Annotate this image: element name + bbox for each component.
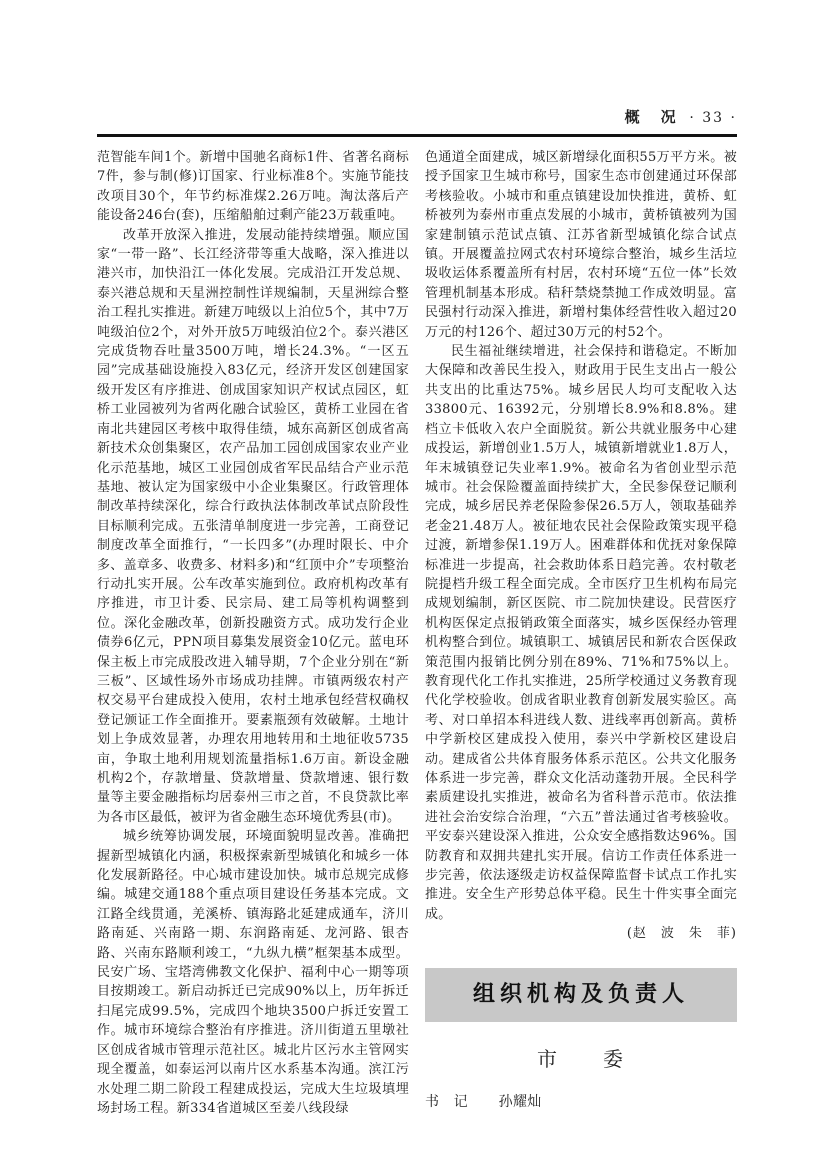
header-section-title: 概 况 — [624, 108, 679, 126]
paragraph-livelihood: 民生福祉继续增进，社会保持和谐稳定。不断加大保障和改善民生投入，财政用于民生支出占一般公共支出的比重达75%。城乡居民人均可支配收入达33800元、16392元，分别增长8.9%和8.8%。建档立卡低收入农户全面脱贫。新公共就业服务中心建成投运，新增创业1.5万人，城镇新增就业1.8万人，年末城镇登记失业率1.9%。被命名为省创业型示范城市。社会保险覆盖面持续扩大，全民参保登记顺利完成，城乡居民养老保险参保26.5万人，领取基础养老金21.48万人。被征地农民社会保险政策实现平稳过渡，新增参保1.19万人。困难群体和优抚对象保障标准进一步提高，社会救助体系日趋完善。农村敬老院提档升级工程全面完成。全市医疗卫生机构布局完成规划编制，新区医院、市二院加快建设。民营医疗机构医保定点报销政策全面落实，城乡医保经办管理机构整合到位。城镇职工、城镇居民和新农合医保政策范围内报销比例分别在89%、71%和75%以上。教育现代化工作扎实推进，25所学校通过义务教育现代化学校验收。创成省职业教育创新发展实验区。高考、对口单招本科进线人数、进线率再创新高。黄桥中学新校区建成投入使用，泰兴中学新校区建设启动。建成省公共体育服务体系示范区。公共文化服务体系进一步完善，群众文化活动蓬勃开展。全民科学素质建设扎实推进，被命名为省科普示范市。依法推进社会治安综合治理，“六五”普法通过省考核验收。平安泰兴建设深入推进，公众安全感指数达96%。国防教育和双拥共建扎实开展。信访工作责任体系进一步完善，依法逐级走访权益保障监督卡试点工作扎实推进。安全生产形势总体平稳。民生十件实事全面完成。 — [425, 344, 737, 922]
author-signature: (赵 波 朱 菲) — [626, 926, 737, 942]
section-banner-title: 组织机构及负责人 — [425, 968, 737, 1022]
paragraph-reform-opening: 改革开放深入推进，发展动能持续增强。顺应国家“一带一路”、长江经济带等重大战略，深入推进以港兴市，加快沿江一体化发展。完成沿江开发总规、泰兴港总规和天星洲控制性详规编制，天星洲综合整治工程扎实推进。新建万吨级以上泊位5个，其中7万吨级泊位2个，对外开放5万吨级泊位2个。泰兴港区完成货物吞吐量3500万吨，增长24.3%。“一区五园”完成基础设施投入83亿元，经济开发区创建国家级开发区有序推进、创成国家知识产权试点园区，虹桥工业园被列为省两化融合试验区，黄桥工业园在省南北共建园区考核中取得佳绩，城东高新区创成省高新技术众创集聚区，农产品加工园创成国家农业产业化示范基地，城区工业园创成省军民品结合产业示范基地、被认定为国家级中小企业集聚区。行政管理体制改革持续深化，综合行政执法体制改革试点阶段性目标顺利完成。五张清单制度进一步完善，工商登记制度改革全面推行，“一长四多”(办理时限长、中介多、盖章多、收费多、材料多)和“红顶中介”专项整治行动扎实开展。公车改革实施到位。政府机构改革有序推进，市卫计委、民宗局、建工局等机构调整到位。深化金融改革，创新投融资方式。成功发行企业债券6亿元，PPN项目募集发展资金10亿元。蓝电环保主板上市完成股改进入辅导期，7个企业分别在“新三板”、区域性场外市场成功挂牌。市镇两级农村产权交易平台建成投入使用，农村土地承包经营权确权登记颁证工作全面推开。要素瓶颈有效破解。土地计划上争成效显著，办理农用地转用和土地征收5735亩，争取土地利用规划流量指标1.6万亩。新设金融机构2个，存款增量、贷款增量、贷款增速、银行数量等主要金融指标均居泰州三市之首，不良贷款比率为各市区最低，被评为省金融生态环境优秀县(市)。 — [97, 227, 409, 825]
paragraph-continuation: 范智能车间1个。新增中国驰名商标1件、省著名商标7件，参与制(修)订国家、行业标准8个。实施节能技改项目30个，年节约标准煤2.26万吨。淘汰落后产能设备246台(套)，压缩船舶过剩产能23万载重吨。 — [97, 150, 409, 224]
paragraph-urban-rural: 城乡统筹协调发展，环境面貌明显改善。准确把握新型城镇化内涵，积极探索新型城镇化和城乡一体化发展新路径。中心城市建设加快。城市总规完成修编。城建交通188个重点项目建设任务基本完成。文江路全线贯通，羌溪桥、镇海路北延建成通车，济川路南延、兴南路一期、东润路南延、龙河路、银杏路、兴南东路顺利竣工，“九纵九横”框架基本成型。民安广场、宝塔湾佛教文化保护、福利中心一期等项目按期竣工。新启动拆迁已完成90%以上，历年拆迁扫尾完成99.5%，完成四个地块3500户拆迁安置工作。城市环境综合整治有序推进。济川街道五里墩社区创成省城市管理示范社区。城北片区污水主管网实现全覆盖，如泰运河以南片区水系基本沟通。滨江污水处理二期二阶段工程建成投运，完成大生垃圾填埋场封场工程。新334省道城区至姜八线段绿 — [97, 829, 409, 1116]
paragraph-urban-rural-continuation: 色通道全面建成，城区新增绿化面积55万平方米。被授予国家卫生城市称号，国家生态市创建通过环保部考核验收。小城市和重点镇建设加快推进，黄桥、虹桥被列为泰州市重点发展的小城市，黄桥镇被列为国家建制镇示范试点镇、江苏省新型城镇化综合试点镇。开展覆盖拉网式农村环境综合整治，城乡生活垃圾收运体系覆盖所有村居，农村环境“五位一体”长效管理机制基本形成。秸秆禁烧禁抛工作成效明显。富民强村行动深入推进，新增村集体经营性收入超过20万元的村126个、超过30万元的村52个。 — [425, 150, 737, 340]
header-page-number: · 33 · — [689, 110, 737, 126]
subsection-title-municipal-committee: 市 委 — [537, 1046, 625, 1071]
header-divider-rule — [97, 134, 737, 137]
left-text-column — [97, 148, 409, 1118]
page-header — [97, 106, 737, 127]
org-entry-title: 书 记 — [425, 1094, 468, 1111]
org-entry-secretary — [425, 1093, 737, 1112]
right-text-column — [425, 148, 737, 1112]
org-entry-name: 孙耀灿 — [498, 1094, 542, 1111]
